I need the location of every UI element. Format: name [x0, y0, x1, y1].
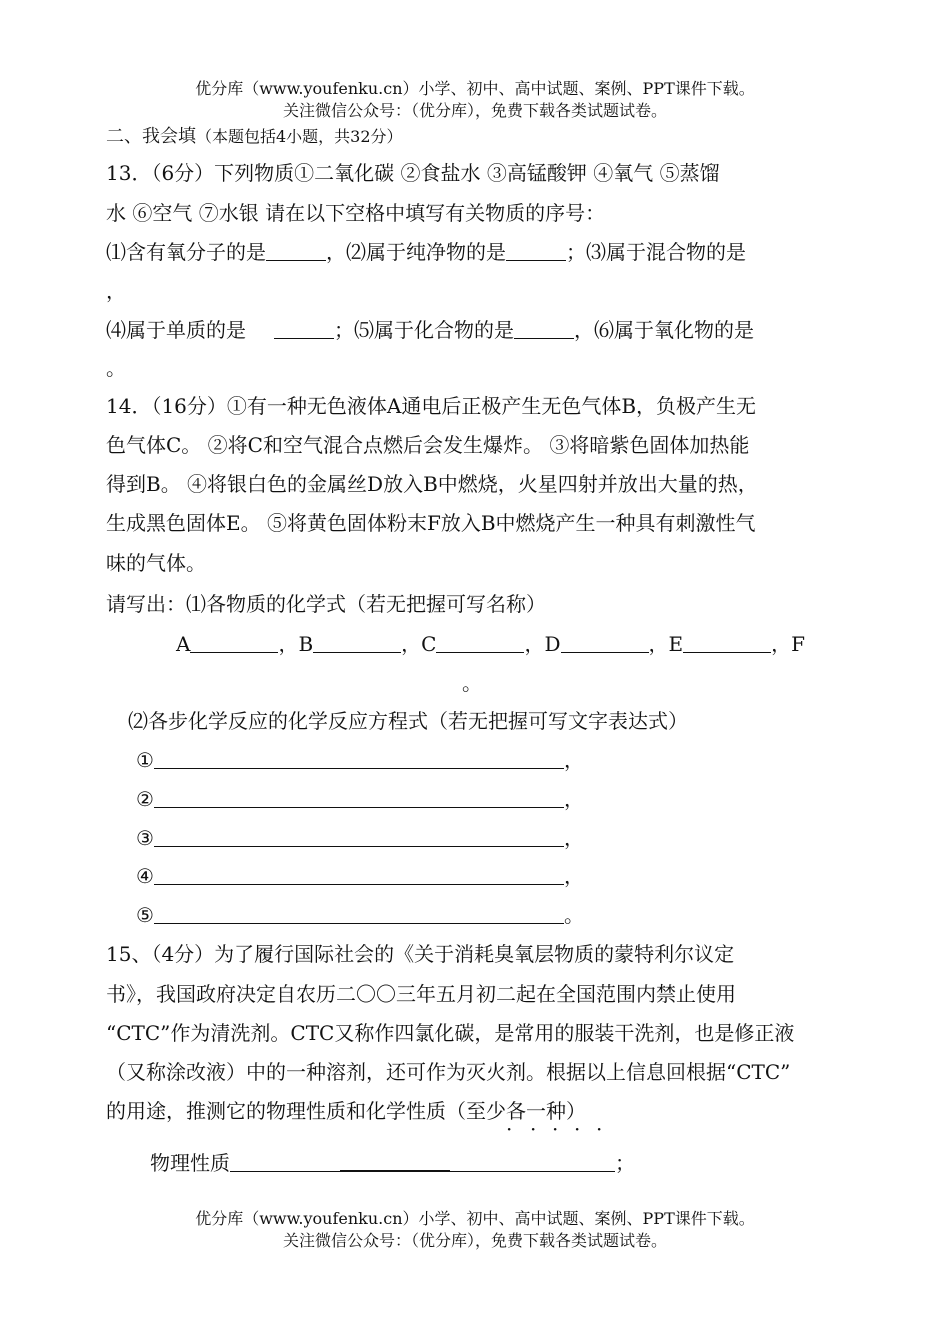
q15-line-2: 书》，我国政府决定自农历二〇〇三年五月初二起在全国范围内禁止使用	[106, 982, 736, 1006]
q14-step-2-num: ②	[136, 787, 154, 811]
q15-phys-blank-1[interactable]	[230, 1151, 340, 1172]
q14-line-3: 得到B。 ④将银白色的金属丝D放入B中燃烧，火星四射并放出大量的热，	[106, 472, 758, 496]
q14-prompt: 请写出：⑴各物质的化学式（若无把握可写名称）	[106, 592, 546, 616]
q14-label-a: A	[176, 632, 191, 656]
q14-part2: ⑵各步化学反应的化学反应方程式（若无把握可写文字表达式）	[128, 709, 688, 733]
q14-step-4	[136, 861, 736, 891]
q14-step-1-blank[interactable]	[154, 748, 564, 769]
q13-blank-5[interactable]	[514, 318, 574, 339]
q15-phys-label: 物理性质	[150, 1151, 230, 1175]
q14-blank-a[interactable]	[190, 632, 278, 653]
q14-step-4-num: ④	[136, 864, 154, 888]
q14-line-5: 味的气体。	[106, 551, 206, 575]
q13-item-6-label: ，⑹属于氧化物的是	[574, 318, 754, 342]
q14-step-1-num: ①	[136, 748, 154, 772]
q15-phys-blank-2[interactable]	[340, 1150, 450, 1172]
q14-line-2: 色气体C。 ②将C和空气混合点燃后会发生爆炸。 ③将暗紫色固体加热能	[106, 433, 750, 457]
q14-step-1	[136, 745, 736, 775]
q14-blank-c[interactable]	[436, 632, 524, 653]
emphasis-dot: ·	[552, 1117, 559, 1141]
q14-end-mark: 。	[462, 671, 482, 695]
q14-blank-d[interactable]	[561, 632, 649, 653]
q14-step-2	[136, 784, 736, 814]
q14-step-3	[136, 823, 736, 853]
q15-line-5-end: ）	[566, 1099, 586, 1123]
q15-line-5	[106, 1096, 846, 1126]
q13-line-2: 水 ⑥空气 ⑦水银 请在以下空格中填写有关物质的序号：	[106, 201, 606, 225]
q14-step-3-blank[interactable]	[154, 826, 564, 847]
footer-line-2: 关注微信公众号：（优分库），免费下载各类试题试卷。	[282, 1231, 667, 1250]
emphasis-dot: ·	[506, 1117, 513, 1141]
emphasis-dot: ·	[530, 1117, 537, 1141]
q13-item-5-label: ；⑸属于化合物的是	[334, 318, 514, 342]
q14-formula-row	[176, 629, 816, 659]
section-note: （本题包括4小题，共32分）	[196, 127, 403, 146]
q13-line-4: ，	[106, 279, 126, 303]
q14-label-c: ，C	[401, 632, 437, 656]
section-title-text: 二、我会填	[106, 126, 196, 147]
q14-blank-b[interactable]	[313, 632, 401, 653]
q13-item-4-label: ⑷属于单质的是	[106, 318, 246, 342]
footer-line-1: 优分库（www.youfenku.cn）小学、初中、高中试题、案例、PPT课件下载。	[195, 1209, 755, 1228]
q14-line-4: 生成黑色固体E。 ⑤将黄色固体粉末F放入B中燃烧产生一种具有刺激性气	[106, 511, 756, 535]
q13-item-1-label: ⑴含有氧分子的是	[106, 240, 266, 264]
q15-phys-end: ；	[615, 1151, 635, 1175]
q13-blank-1[interactable]	[266, 240, 326, 261]
q13-line-1: 13．（6分）下列物质①二氧化碳 ②食盐水 ③高锰酸钾 ④氧气 ⑤蒸馏	[106, 161, 720, 185]
q14-step-5-blank[interactable]	[154, 903, 564, 924]
q14-step-2-end: ，	[563, 787, 584, 811]
q14-step-5	[136, 900, 736, 930]
q15-line-3: “CTC”作为清洗剂。CTC又称作四氯化碳，是常用的服装干洗剂，也是修正液	[106, 1021, 795, 1045]
q14-label-b: ，B	[278, 632, 314, 656]
header-line-1: 优分库（www.youfenku.cn）小学、初中、高中试题、案例、PPT课件下载。	[195, 79, 755, 98]
q15-phys-blank-3[interactable]	[450, 1151, 615, 1172]
q13-item-3-label: ；⑶属于混合物的是	[566, 240, 746, 264]
q13-line-6: 。	[106, 356, 126, 380]
q14-step-4-end: ，	[563, 864, 584, 888]
q13-line-5	[106, 315, 846, 345]
q14-label-d: ，D	[524, 632, 561, 656]
q15-physical-property	[150, 1148, 750, 1178]
q15-emphasis: 至少各一种	[466, 1099, 566, 1123]
emphasis-dot: ·	[574, 1117, 581, 1141]
q14-step-5-end: 。	[563, 903, 584, 927]
q15-line-1: 15、（4分）为了履行国际社会的《关于消耗臭氧层物质的蒙特利尔议定	[106, 942, 735, 966]
q14-line-1: 14．（16分）①有一种无色液体A通电后正极产生无色气体B，负极产生无	[106, 394, 757, 418]
q14-label-e: ，E	[648, 632, 684, 656]
q14-step-2-blank[interactable]	[154, 787, 564, 808]
q14-step-4-blank[interactable]	[154, 864, 564, 885]
q15-line-5-start: 的用途，推测它的物理性质和化学性质（	[106, 1099, 466, 1123]
q14-blank-e[interactable]	[683, 632, 771, 653]
q14-step-1-end: ，	[563, 748, 584, 772]
header-line-2: 关注微信公众号：（优分库），免费下载各类试题试卷。	[282, 101, 667, 120]
q14-step-3-end: ，	[563, 826, 584, 850]
emphasis-dot: ·	[596, 1117, 603, 1141]
q13-line-3	[106, 237, 846, 267]
q15-line-4: （又称涂改液）中的一种溶剂，还可作为灭火剂。根据以上信息回根据“CTC”	[106, 1060, 791, 1084]
q14-label-f: ，F	[771, 632, 806, 656]
q14-step-5-num: ⑤	[136, 903, 154, 927]
section-title	[106, 122, 846, 152]
q13-item-2-label: ，⑵属于纯净物的是	[326, 240, 506, 264]
q14-step-3-num: ③	[136, 826, 154, 850]
q13-blank-2[interactable]	[506, 240, 566, 261]
q13-blank-4[interactable]	[274, 318, 334, 339]
